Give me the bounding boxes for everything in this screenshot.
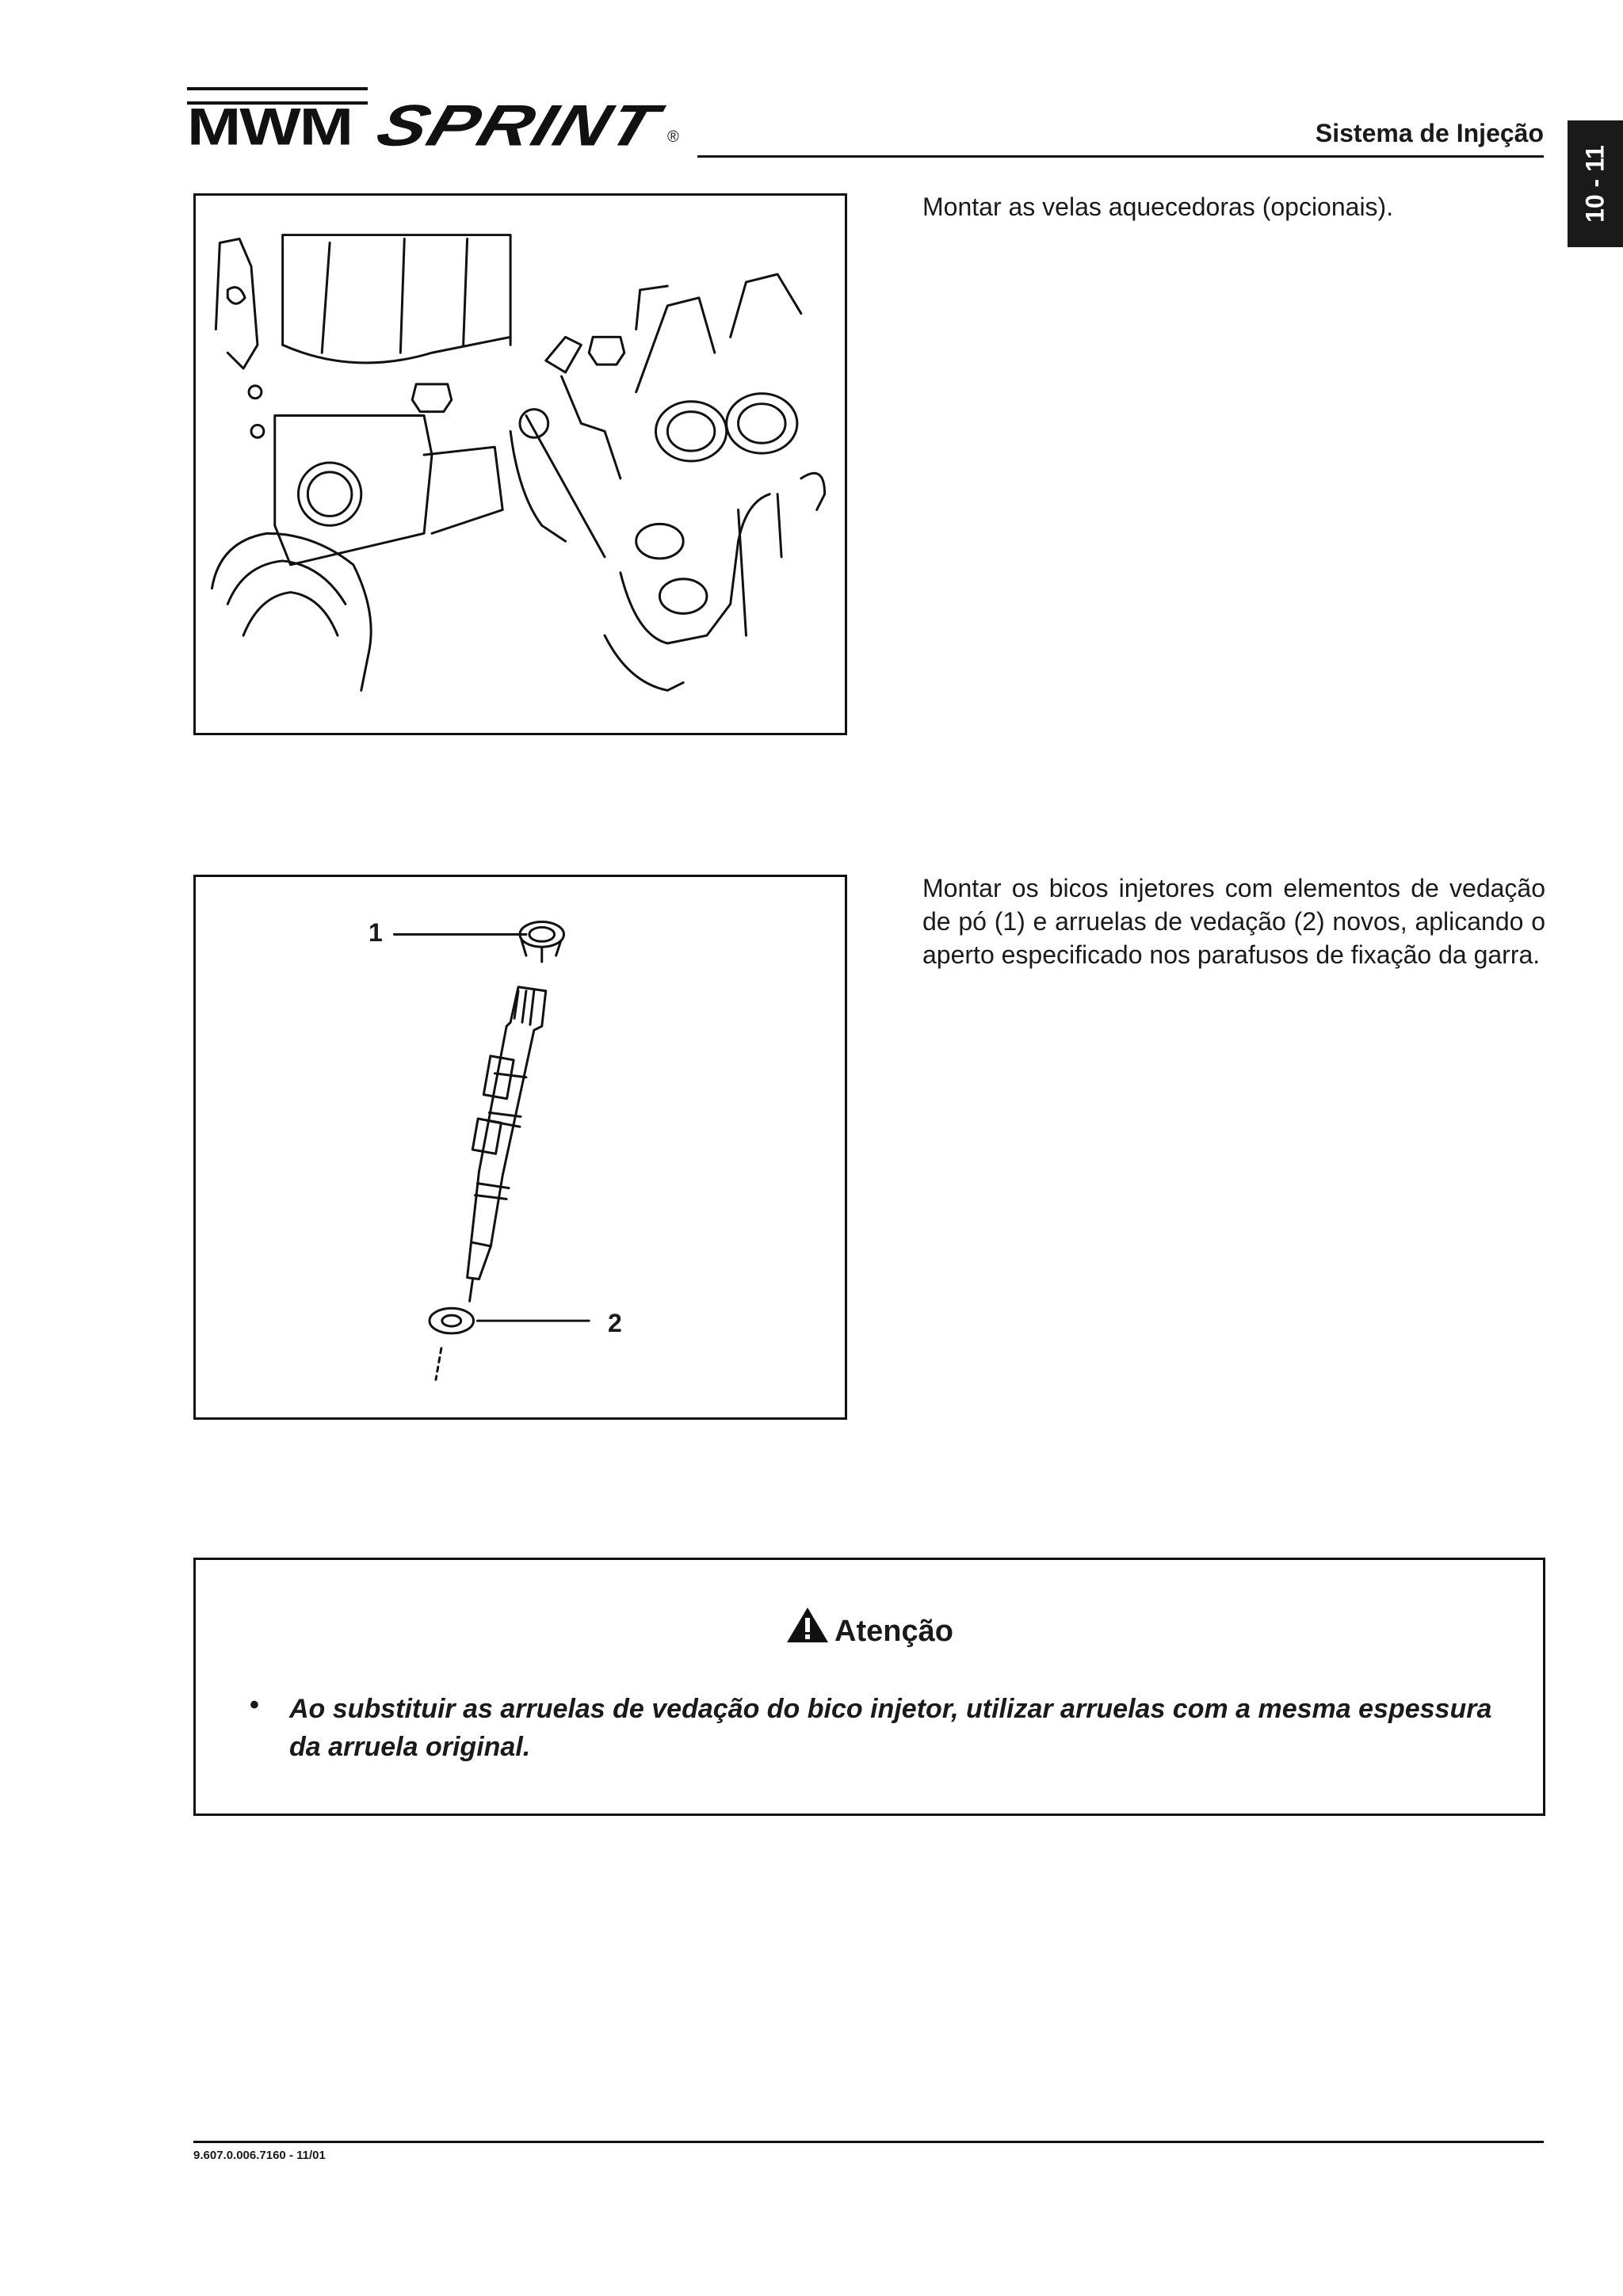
step-text-glow-plugs: Montar as velas aquecedoras (opcionais). (922, 193, 1394, 221)
warning-triangle-icon (785, 1606, 830, 1644)
warning-title: Atenção (834, 1615, 953, 1648)
warning-bullet: • (250, 1690, 259, 1720)
engine-illustration (196, 196, 845, 733)
callout-label-2: 2 (608, 1309, 622, 1337)
brand-logo (187, 79, 686, 158)
logo-mwm-text: MWM (187, 98, 353, 156)
logo-sprint-text: SPRINT (369, 93, 667, 158)
section-title: Sistema de Injeção (1315, 119, 1544, 147)
page-number-label: 10 - 11 (1580, 145, 1610, 223)
document-code: 9.607.0.006.7160 - 11/01 (193, 2149, 326, 2162)
page-number-tab (1568, 120, 1623, 247)
footer-divider (193, 2141, 1544, 2143)
warning-box (193, 1558, 1545, 1816)
injector-illustration (196, 877, 845, 1417)
registered-mark: ® (667, 128, 679, 146)
warning-heading (196, 1606, 1543, 1649)
warning-text: Ao substituir as arruelas de vedação do bico injetor, utilizar arruelas com a mesma espessura da arruela original. (289, 1694, 1492, 1762)
callout-label-1: 1 (369, 918, 383, 947)
step-text-injectors: Montar os bicos injetores com elementos de vedação de pó (1) e arruelas de vedação (2) novos, aplicando o aperto especificado nos parafusos de fixação da garra. (922, 874, 1545, 969)
figure-glow-plug-installation (193, 193, 847, 735)
header-divider (697, 155, 1544, 158)
figure-injector-seals (193, 875, 847, 1420)
